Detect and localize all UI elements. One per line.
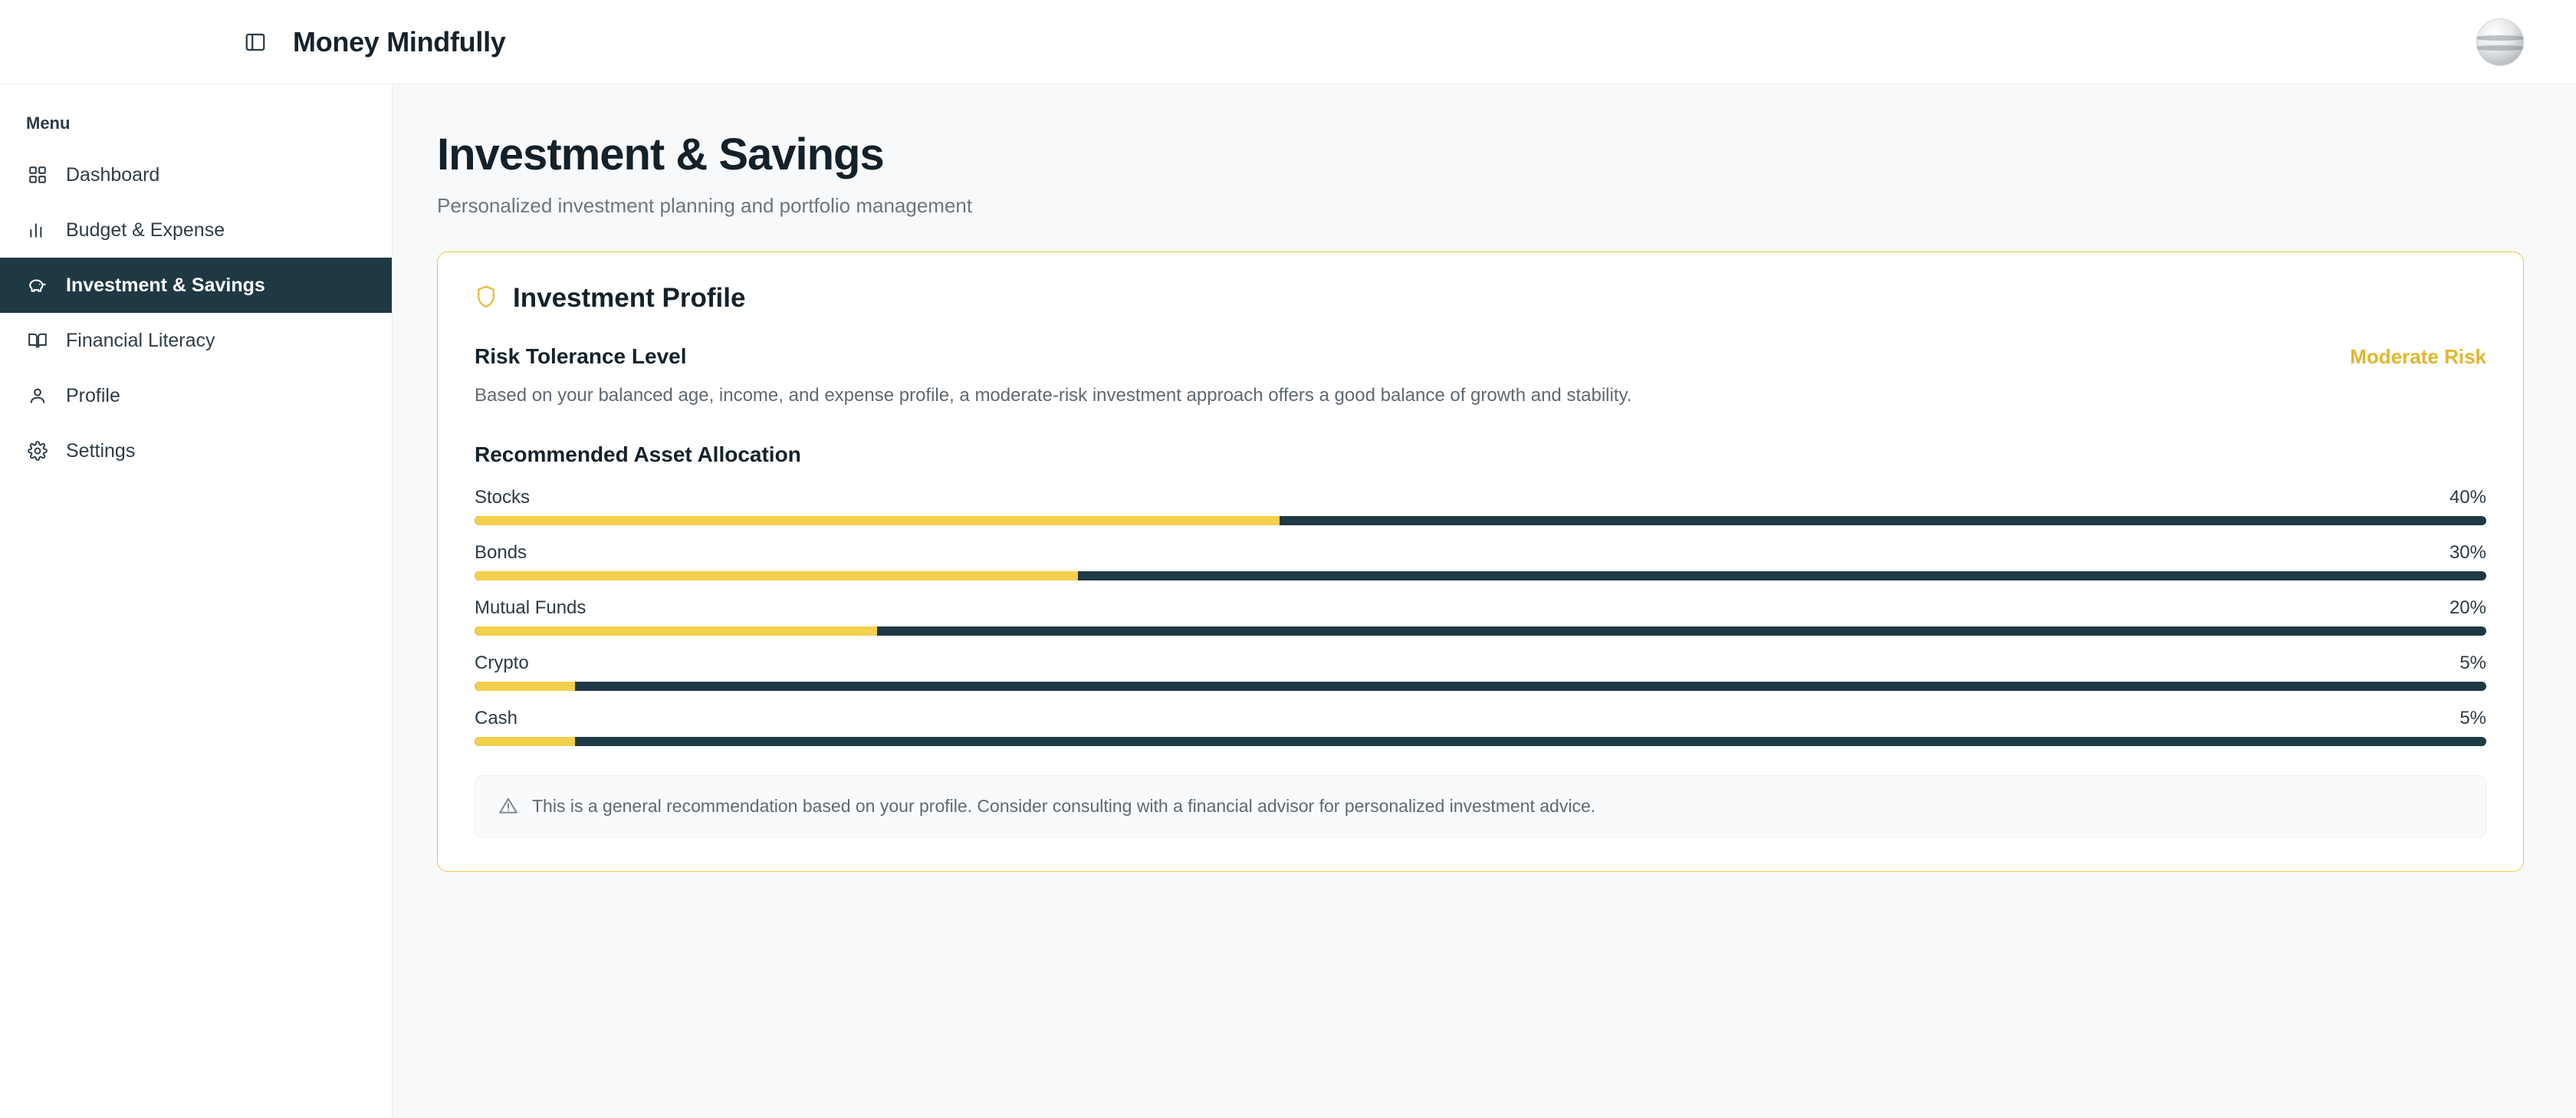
gear-icon [26,439,49,462]
allocation-label: Mutual Funds [475,597,586,618]
allocation-title: Recommended Asset Allocation [475,442,801,466]
advisory-note [475,775,2486,837]
sidebar-item-label: Dashboard [66,163,160,186]
page-layout [0,84,2576,1118]
allocation-value: 5% [2459,707,2486,728]
list-item [475,653,2486,691]
allocation-value: 5% [2459,652,2486,673]
status-badge: Moderate Risk [2350,344,2486,368]
allocation-label: Crypto [475,652,529,673]
allocation-bar-track [475,571,2486,580]
list-item [475,708,2486,746]
sidebar-item-settings[interactable] [0,423,392,478]
grid-icon [26,163,49,186]
sidebar-item-label: Investment & Savings [66,274,265,296]
sidebar-item-label: Financial Literacy [66,329,215,351]
allocation-bar-fill [475,516,1280,525]
allocation-bar-fill [475,571,1078,580]
warning-triangle-icon [498,796,518,816]
page-subtitle: Personalized investment planning and portfolio management [437,194,973,217]
allocation-bar-track [475,682,2486,691]
list-item [475,487,2486,525]
allocation-bar-track [475,626,2486,636]
allocation-value: 20% [2449,597,2486,618]
shield-icon [475,284,498,313]
sidebar-item-investment-savings[interactable] [0,258,392,313]
sidebar-item-label: Profile [66,384,120,406]
sidebar-item-profile[interactable] [0,368,392,423]
investment-profile-card [437,252,2524,872]
allocation-label: Stocks [475,486,531,508]
sidebar-toggle-icon[interactable] [239,26,271,58]
piggy-bank-icon [26,274,49,297]
sidebar-item-label: Budget & Expense [66,219,225,241]
list-item [475,597,2486,636]
main-content [393,84,2576,1118]
allocation-bar-track [475,737,2486,746]
sidebar-item-label: Settings [66,439,136,462]
bar-chart-icon [26,219,49,242]
book-open-icon [26,329,49,352]
sidebar-item-budget-expense[interactable] [0,202,392,258]
card-title: Investment Profile [513,283,746,313]
sidebar-item-dashboard[interactable] [0,147,392,202]
allocation-list [475,487,2486,746]
list-item [475,542,2486,580]
allocation-value: 30% [2449,541,2486,563]
allocation-bar-fill [475,626,877,636]
risk-tolerance-title: Risk Tolerance Level [475,344,687,368]
page-title: Investment & Savings [437,130,884,179]
menu-label: Menu [26,113,71,133]
sidebar-item-financial-literacy[interactable] [0,313,392,368]
allocation-label: Cash [475,707,518,728]
advisory-note-text: This is a general recommendation based on your profile. Consider consulting with a financial advisor for personalized investment advice. [532,795,1596,816]
allocation-bar-fill [475,737,575,746]
risk-description: Based on your balanced age, income, and expense profile, a moderate-risk investment approach offers a good balance of growth and stability. [475,385,1632,406]
card-header [475,283,2486,314]
person-icon [26,384,49,407]
app-title: Money Mindfully [293,25,506,58]
sidebar [0,84,393,1118]
allocation-label: Bonds [475,541,527,563]
allocation-bar-track [475,516,2486,525]
allocation-bar-fill [475,682,575,691]
risk-tolerance-row [475,344,2486,369]
avatar[interactable] [2476,18,2524,66]
top-bar [0,0,2576,84]
allocation-value: 40% [2449,486,2486,508]
